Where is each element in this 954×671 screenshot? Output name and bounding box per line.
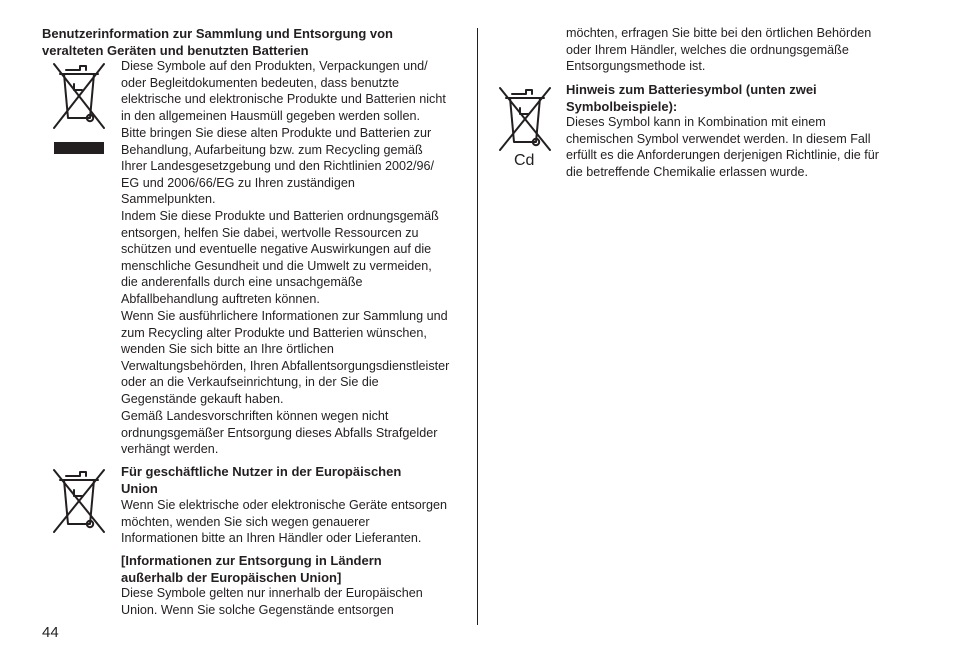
column-divider	[477, 28, 478, 625]
business-users-text: Wenn Sie elektrische oder elektronische Geräte entsorgen möchten, wenden Sie sich wegen genauerer Informationen bitte an Ihren Händler oder Lieferanten.	[121, 498, 447, 546]
battery-symbol-text: Dieses Symbol kann in Kombination mit einem chemischen Symbol verwendet werden. In diesem Fall erfüllt es die Anforderungen derjenigen Richtlinie, die für die betreffende Chemikalie erlassen wurde.	[566, 115, 879, 179]
business-users-heading: Für geschäftliche Nutzer in der Europäischen Union	[121, 464, 402, 496]
paragraph-5: Gemäß Landesvorschriften können wegen nicht ordnungsgemäßer Entsorgung dieses Abfalls Strafgelder verhängt werden.	[121, 409, 438, 457]
paragraph-1: Diese Symbole auf den Produkten, Verpackungen und/ oder Begleitdokumenten bedeuten, dass benutzte elektrische und elektronische Produkte und Batterien nicht in den allgemeinen Hausmüll gegeben werden sollen.	[121, 59, 446, 123]
battery-bin-icon	[494, 84, 556, 174]
crossed-out-wheelie-bin-icon	[48, 466, 110, 536]
section-title: Benutzerinformation zur Sammlung und Entsorgung von veralteten Geräten und benutzten Batterien	[42, 26, 393, 58]
page-number: 44	[42, 624, 59, 641]
paragraph-3: Indem Sie diese Produkte und Batterien ordnungsgemäß entsorgen, helfen Sie dabei, wertvolle Ressourcen zu schützen und eventuelle negative Auswirkungen auf die menschliche Gesundheit und die Umwelt zu vermeiden, die anderenfalls durch eine unsachgemäße Abfallbehandlung auftreten können.	[121, 209, 439, 306]
crossed-out-wheelie-bin-icon	[48, 60, 110, 158]
continuation-text: möchten, erfragen Sie bitte bei den örtlichen Behörden oder Ihrem Händler, welches die ordnungsgemäße Entsorgungsmethode ist.	[566, 26, 872, 74]
paragraph-2: Bitte bringen Sie diese alten Produkte und Batterien zur Behandlung, Aufarbeitung bzw. zum Recycling gemäß Ihrer Landesgesetzgebung und den Richtlinien 2002/96/ EG und 2006/66/EG zu Ihren zuständigen Sammelpunkten.	[121, 126, 434, 207]
weee-bin-icon-with-bar	[48, 60, 110, 158]
paragraph-4: Wenn Sie ausführlichere Informationen zur Sammlung und zum Recycling alter Produkte und Batterien wünschen, wenden Sie sich bitte an Ihre örtlichen Verwaltungsbehörden, Ihren Abfallentsorgungsdienstleister oder an die Verkaufseinrichtung, in der Sie die Gegenstände gekauft haben.	[121, 309, 450, 406]
outside-eu-heading: [Informationen zur Entsorgung in Ländern außerhalb der Europäischen Union]	[121, 553, 382, 585]
weee-bin-icon-business	[48, 466, 110, 536]
crossed-out-wheelie-bin-icon	[494, 84, 556, 154]
outside-eu-text: Diese Symbole gelten nur innerhalb der Europäischen Union. Wenn Sie solche Gegenstände entsorgen	[121, 586, 423, 617]
battery-symbol-heading: Hinweis zum Batteriesymbol (unten zwei Symbolbeispiele):	[566, 82, 817, 114]
chemical-symbol-label: Cd	[514, 152, 535, 169]
